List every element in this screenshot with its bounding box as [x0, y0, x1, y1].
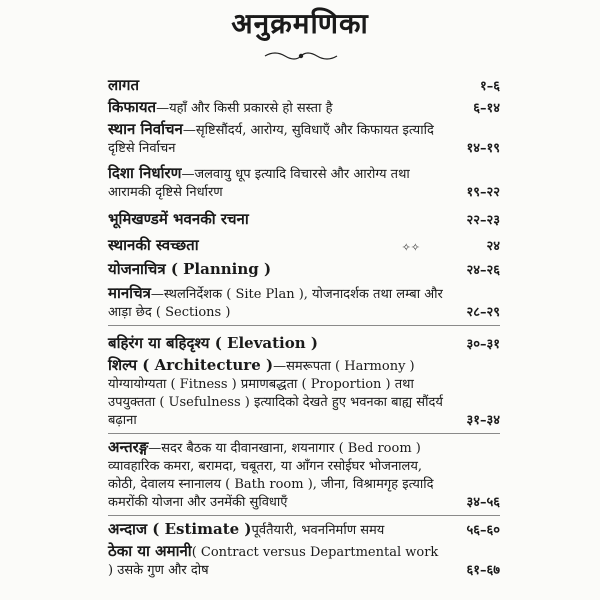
- toc-entry-text: [108, 98, 444, 118]
- toc-page-range: १९–२२: [466, 185, 500, 200]
- toc-entry-text: [108, 334, 444, 354]
- toc-page-range: २४: [486, 239, 500, 254]
- section-divider: [108, 325, 500, 326]
- toc-page-range: ६१–६७: [466, 563, 500, 578]
- toc-entry-description: —यहाँ और किसी प्रकारसे हो सस्ता है: [156, 101, 333, 116]
- toc-entry-text: [108, 356, 444, 430]
- toc-entry-text: [108, 164, 444, 202]
- toc-page-range: ६–१४: [473, 101, 500, 116]
- toc-entry-heading: लागत: [108, 76, 140, 94]
- toc-entry: [108, 76, 500, 96]
- toc-entry: [108, 120, 500, 158]
- toc-entry-heading: बहिरंग या बहिदृश्य ( Elevation ): [108, 334, 318, 352]
- toc-page-range: १४–१९: [466, 141, 500, 156]
- toc-entry-description: —समरूपता ( Harmony ) योग्यायोग्यता ( Fitness ) प्रमाणबद्धता ( Proportion ) तथा उपयुक्तता ( Usefulness ) इत्यादिको देखते हुए भवनका बाह्य सौंदर्य बढ़ाना: [108, 359, 443, 428]
- toc-entry-heading: स्थान निर्वाचन: [108, 120, 183, 138]
- toc-page-range: ३४–५६: [466, 495, 500, 510]
- toc-entry-description: —जलवायु धूप इत्यादि विचारसे और आरोग्य तथा आरामकी दृष्टिसे निर्धारण: [108, 167, 410, 200]
- toc-entry-heading: शिल्प ( Architecture ): [108, 356, 274, 374]
- toc-entry-heading: भूमिखण्डमें भवनकी रचना: [108, 210, 249, 228]
- toc-entry-text: [108, 520, 444, 540]
- title-ornament: [263, 50, 339, 62]
- toc-entry: [108, 334, 500, 354]
- toc-entry-text: [108, 284, 444, 322]
- toc-page-range: ५६–६०: [466, 523, 500, 538]
- toc-entry-heading: मानचित्र: [108, 284, 151, 302]
- page-title: अनुक्रमणिका: [231, 7, 369, 40]
- toc-entry: [108, 520, 500, 540]
- toc-entry: [108, 356, 500, 430]
- toc-entry-text: [108, 210, 444, 230]
- toc-entry-description: पूर्वतैयारी, भवननिर्माण समय: [251, 523, 385, 538]
- toc-entry: [108, 542, 500, 580]
- toc-entry-text: [108, 76, 444, 96]
- ornament-stars: ✧✧: [401, 241, 420, 254]
- toc-entry-text: [108, 260, 444, 280]
- toc-page-range: २४–२६: [466, 263, 500, 278]
- toc-entry-heading: स्थानकी स्वच्छता: [108, 236, 199, 254]
- toc-entry-heading: अन्तरङ्ग: [108, 438, 149, 456]
- toc-entry-text: [108, 120, 444, 158]
- table-of-contents: [108, 62, 500, 580]
- toc-entry: [108, 98, 500, 118]
- toc-entry-description: —सृष्टिसौंदर्य, आरोग्य, सुविधाएँ और किफायत इत्यादि दृष्टिसे निर्वाचन: [108, 123, 434, 156]
- section-divider: [108, 515, 500, 516]
- toc-page-range: ३०–३१: [466, 337, 500, 352]
- toc-page-range: १–६: [479, 79, 500, 94]
- toc-entry-heading: अन्दाज ( Estimate ): [108, 520, 252, 538]
- toc-entry-heading: योजनाचित्र ( Planning ): [108, 260, 272, 278]
- toc-entry-text: [108, 438, 444, 512]
- toc-entry-description: —स्थलनिर्देशक ( Site Plan ), योजनादर्शक तथा लम्बा और आड़ा छेद ( Sections ): [108, 287, 443, 320]
- toc-entry-heading: दिशा निर्धारण: [108, 164, 182, 182]
- toc-page-range: २२–२३: [466, 213, 500, 228]
- toc-entry: [108, 164, 500, 202]
- toc-entry: [108, 236, 500, 256]
- section-divider: [108, 433, 500, 434]
- toc-entry: [108, 284, 500, 322]
- toc-entry-text: [108, 542, 444, 580]
- toc-entry-description: ( Contract versus Departmental work ) उसके गुण और दोष: [108, 545, 439, 578]
- toc-entry-heading: ठेका या अमानी: [108, 542, 192, 560]
- toc-entry-description: —सदर बैठक या दीवानखाना, शयनागार ( Bed room ) व्यावहारिक कमरा, बरामदा, चबूतरा, या आँगन रसोईघर भोजनालय, कोठी, देवालय स्नानालय ( Bath room ), जीना, विश्रामगृह इत्यादि कमरोंकी योजना और उनमेंकी सुविधाएँ: [108, 441, 434, 510]
- toc-entry: [108, 210, 500, 230]
- toc-entry-heading: किफायत: [108, 98, 157, 116]
- toc-entry: [108, 260, 500, 280]
- toc-entry-text: [108, 236, 444, 256]
- toc-page-range: ३१–३४: [466, 413, 500, 428]
- toc-page-range: २८–२९: [466, 305, 500, 320]
- toc-entry: [108, 438, 500, 512]
